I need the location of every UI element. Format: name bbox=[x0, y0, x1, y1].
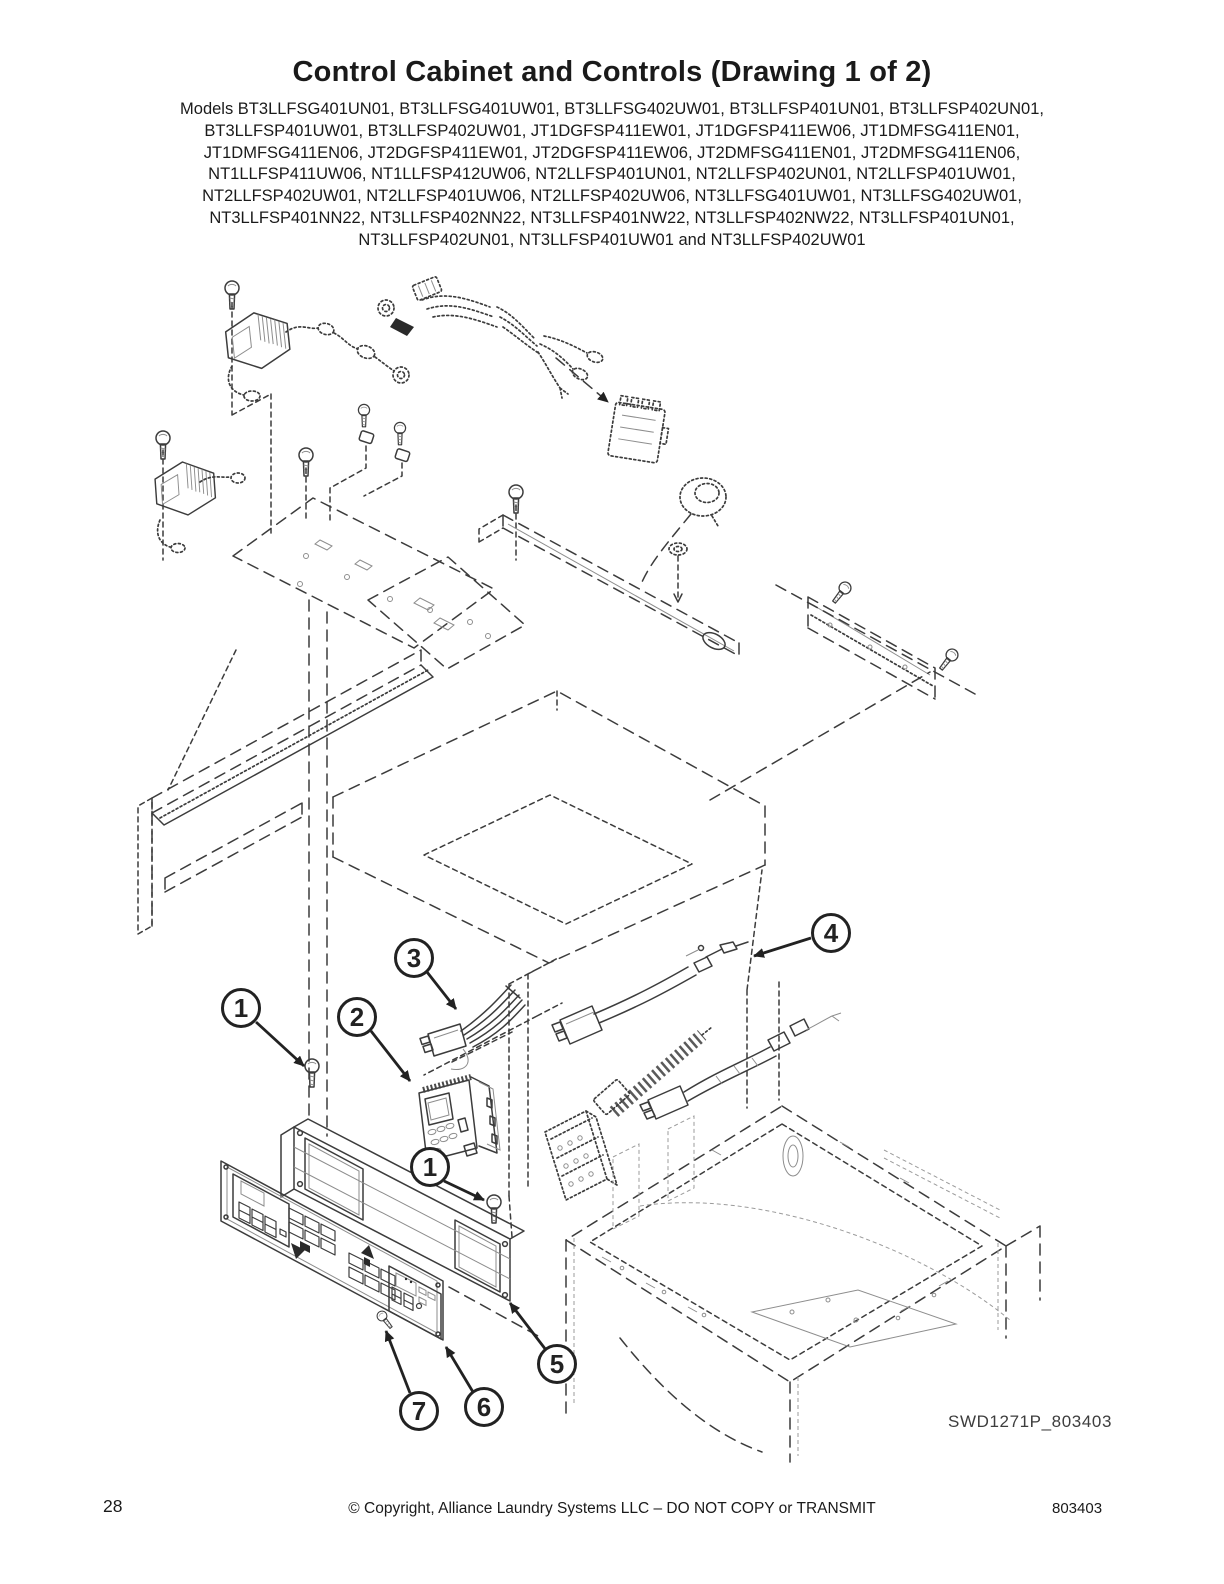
model-list-line: NT3LLFSP402UN01, NT3LLFSP401UW01 and NT3LLFSP402UW01 bbox=[358, 230, 866, 249]
jumper-harness bbox=[640, 1013, 841, 1119]
callout-2: 2 bbox=[337, 997, 377, 1037]
page-title: Control Cabinet and Controls (Drawing 1 of 2) bbox=[292, 56, 932, 88]
cabinet-shell bbox=[566, 1106, 1040, 1462]
document-number: 803403 bbox=[1052, 1500, 1103, 1517]
callout-4: 4 bbox=[811, 913, 851, 953]
model-list-line: Models BT3LLFSG401UN01, BT3LLFSG401UW01, BT3LLFSG402UW01, BT3LLFSP401UN01, BT3LLFSP402UN01, bbox=[180, 100, 1044, 118]
sensor-harness bbox=[552, 942, 748, 1044]
model-list-line: JT1DMFSG411EN06, JT2DGFSP411EW01, JT2DGFSP411EW06, JT2DMFSG411EN01, JT2DMFSG411EN06, bbox=[203, 143, 1021, 162]
callout-7: 7 bbox=[399, 1391, 439, 1431]
page-number: 28 bbox=[103, 1496, 123, 1516]
construction-lines bbox=[163, 303, 516, 560]
wire-harness-branching bbox=[378, 276, 608, 402]
wire-harness bbox=[158, 322, 409, 553]
model-list-line: BT3LLFSP401UW01, BT3LLFSP402UW01, JT1DGFSP411EW01, JT1DGFSP411EW06, JT1DMFSG411EN01, bbox=[204, 121, 1020, 140]
terminal-block bbox=[608, 395, 673, 464]
hose-clamp bbox=[642, 478, 726, 582]
callout-5: 5 bbox=[537, 1344, 577, 1384]
control-panel-bracket bbox=[281, 1119, 540, 1337]
model-list-line: NT3LLFSP401NN22, NT3LLFSP402NN22, NT3LLFSP401NW22, NT3LLFSP402NW22, NT3LLFSP401UN01, bbox=[209, 208, 1015, 227]
mounting-rail bbox=[479, 515, 739, 656]
callout-1a: 1 bbox=[221, 988, 261, 1028]
callout-3: 3 bbox=[394, 938, 434, 978]
grommet bbox=[669, 543, 687, 602]
cabinet-rear-panel bbox=[309, 600, 779, 1196]
ribbon-harness bbox=[593, 1027, 712, 1115]
callout-6: 6 bbox=[464, 1387, 504, 1427]
copyright-notice: © Copyright, Alliance Laundry Systems LLC – DO NOT COPY or TRANSMIT bbox=[348, 1500, 876, 1517]
model-list-line: NT2LLFSP402UW01, NT2LLFSP401UW06, NT2LLFSP402UW06, NT3LLFSG401UW01, NT3LLFSG402UW01, bbox=[202, 187, 1022, 206]
left-rails bbox=[138, 650, 433, 934]
relay-module bbox=[545, 1111, 617, 1200]
model-list-line: NT1LLFSP411UW06, NT1LLFSP412UW06, NT2LLFSP401UN01, NT2LLFSP402UN01, NT2LLFSP401UW01, bbox=[208, 165, 1016, 184]
callout-1b: 1 bbox=[410, 1147, 450, 1187]
drawing-code: SWD1271P_803403 bbox=[948, 1412, 1113, 1431]
control-panel-overlay bbox=[221, 1161, 443, 1340]
right-bracket bbox=[710, 585, 975, 800]
mounting-plate bbox=[168, 498, 525, 790]
